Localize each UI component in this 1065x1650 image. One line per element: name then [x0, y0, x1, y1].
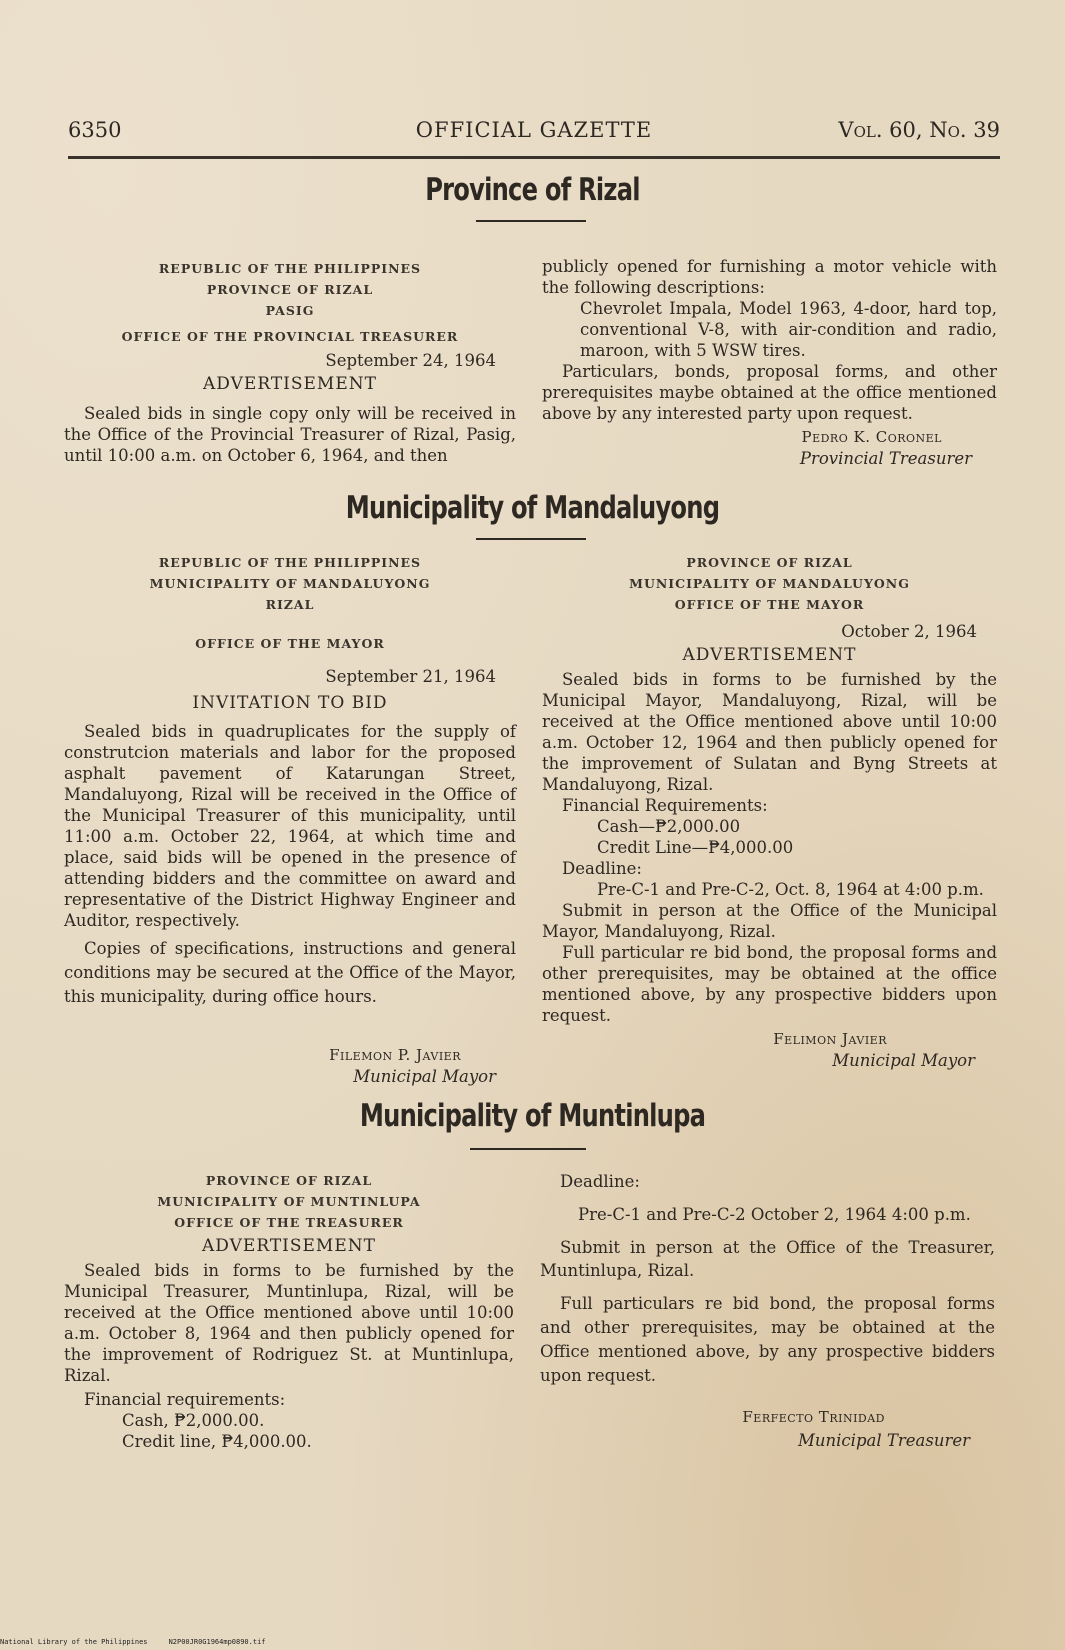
muntinlupa-body-1: Sealed bids in forms to be furnished by the Municipal Treasurer, Muntinlupa, Rizal, will be received at the Office mentioned above until 10:00 a.m. October 8, 1964 and then publicly opened for the improvement of Rodriguez St. at Muntinlupa, Rizal.: [64, 1261, 514, 1385]
mandaluyong-left-header: [64, 552, 516, 654]
header-line: RIZAL: [265, 597, 315, 612]
rizal-body-1: Sealed bids in single copy only will be received in the Office of the Provincial Treasurer of Rizal, Pasig, until 10:00 a.m. on October 6, 1964, and then: [64, 404, 516, 465]
mandaluyong-left-body-2: Copies of specifications, instructions and general conditions may be secured at the Office of the Mayor, this municipality, during office hours.: [64, 939, 516, 1006]
deadline-text: Pre-C-1 and Pre-C-2, Oct. 8, 1964 at 4:00 p.m.: [597, 880, 984, 899]
fin-label: Financial Requirements:: [562, 796, 768, 815]
mandaluyong-left-date: September 21, 1964: [325, 667, 496, 686]
scan-footer: National Library of the Philippines N2P00JR0G1964mp0890.tif: [0, 1638, 266, 1646]
rizal-body-2: publicly opened for furnishing a motor vehicle with the following descriptions:: [542, 257, 997, 297]
header-rule: [68, 156, 1000, 159]
mandaluyong-right-column: [542, 552, 997, 1071]
publication-title: OFFICIAL GAZETTE: [415, 118, 653, 142]
mandaluyong-right-header: [542, 552, 997, 615]
mandaluyong-right-body-2: Submit in person at the Office of the Municipal Mayor, Mandaluyong, Rizal.: [542, 901, 997, 941]
header-line: MUNICIPALITY OF MUNTINLUPA: [157, 1194, 421, 1209]
header-line: OFFICE OF THE PROVINCIAL TREASURER: [121, 329, 459, 344]
rizal-signatory-title: Provincial Treasurer: [799, 449, 972, 468]
section-rule: [476, 538, 586, 540]
fin-label: Financial requirements:: [84, 1390, 286, 1409]
muntinlupa-left-column: [64, 1170, 514, 1452]
running-head: [68, 118, 1000, 150]
muntinlupa-right-column: [540, 1170, 995, 1452]
section-title-muntinlupa: Municipality of Muntinlupa: [359, 1098, 706, 1134]
rizal-header: [64, 258, 516, 347]
mandaluyong-left-signatory-title: Municipal Mayor: [353, 1067, 496, 1086]
mandaluyong-right-body-1: Sealed bids in forms to be furnished by the Municipal Mayor, Mandaluyong, Rizal, will be received at the Office mentioned above until 10:00 a.m. October 12, 1964 and then publicly opened for the improvement of Sulatan and Byng Streets at Mandaluyong, Rizal.: [542, 670, 997, 794]
header-line: PROVINCE OF RIZAL: [686, 555, 853, 570]
muntinlupa-body-3: Full particulars re bid bond, the proposal forms and other prerequisites, may be obtained at the Office mentioned above, by any prospective bidders upon request.: [540, 1294, 995, 1385]
section-title-mandaluyong: Municipality of Mandaluyong: [345, 490, 720, 526]
header-line: OFFICE OF THE MAYOR: [674, 597, 865, 612]
rizal-body-3: Particulars, bonds, proposal forms, and other prerequisites maybe obtained at the office mentioned above by any interested party upon request.: [542, 362, 997, 423]
rizal-signatory: Pedro K. Coronel: [801, 428, 942, 446]
mandaluyong-right-signatory: Felimon Javier: [773, 1030, 887, 1048]
fin-cash: Cash—₱2,000.00: [597, 817, 741, 836]
page-number: 6350: [68, 118, 122, 142]
fin-credit: Credit Line—₱4,000.00: [597, 838, 794, 857]
header-line: OFFICE OF THE TREASURER: [174, 1215, 404, 1230]
header-line: PROVINCE OF RIZAL: [205, 1173, 373, 1188]
mandaluyong-right-caption: ADVERTISEMENT: [682, 645, 857, 665]
deadline-label: Deadline:: [562, 859, 642, 878]
section-rule: [476, 220, 586, 222]
deadline-label: Deadline:: [560, 1172, 640, 1191]
deadline-text: Pre-C-1 and Pre-C-2 October 2, 1964 4:00 p.m.: [578, 1205, 971, 1224]
mandaluyong-left-signatory: Filemon P. Javier: [329, 1046, 461, 1064]
fin-cash: Cash, ₱2,000.00.: [122, 1411, 265, 1430]
muntinlupa-caption: ADVERTISEMENT: [202, 1236, 376, 1256]
section-title-rizal: Province of Rizal: [425, 172, 640, 208]
section-rule: [470, 1148, 586, 1150]
header-line: PROVINCE OF RIZAL: [206, 282, 374, 297]
muntinlupa-signatory: Ferfecto Trinidad: [742, 1408, 885, 1426]
mandaluyong-left-column: [64, 552, 516, 1087]
muntinlupa-header: [64, 1170, 514, 1233]
header-line: PASIG: [265, 303, 315, 318]
muntinlupa-body-2: Submit in person at the Office of the Treasurer, Muntinlupa, Rizal.: [540, 1238, 995, 1280]
mandaluyong-left-caption: INVITATION TO BID: [192, 693, 388, 713]
muntinlupa-signatory-title: Municipal Treasurer: [798, 1431, 970, 1450]
fin-credit: Credit line, ₱4,000.00.: [122, 1432, 312, 1451]
mandaluyong-left-body-1: Sealed bids in quadruplicates for the supply of construtcion materials and labor for the proposed asphalt pavement of Katarungan Street, Mandaluyong, Rizal will be received in the Office of the Municipal Treasurer of this municipality, until 11:00 a.m. October 22, 1964, at which time and place, said bids will be opened in the presence of attending bidders and the committee on award and representative of the District Highway Engineer and Auditor, respectively.: [64, 722, 516, 930]
rizal-left-column: [64, 258, 516, 466]
mandaluyong-right-body-3: Full particular re bid bond, the proposal forms and other prerequisites, may be obtained at the office mentioned above, by any prospective bidders upon request.: [542, 943, 997, 1025]
volume-number: Vol. 60, No. 39: [838, 118, 1000, 142]
mandaluyong-right-date: October 2, 1964: [841, 622, 977, 641]
mandaluyong-right-signatory-title: Municipal Mayor: [832, 1051, 975, 1070]
rizal-right-column: [542, 256, 997, 469]
header-line: REPUBLIC OF THE PHILIPPINES: [158, 555, 422, 570]
header-line: MUNICIPALITY OF MANDALUYONG: [149, 576, 431, 591]
rizal-date: September 24, 1964: [325, 351, 496, 370]
header-line: REPUBLIC OF THE PHILIPPINES: [158, 261, 422, 276]
header-line: OFFICE OF THE MAYOR: [195, 636, 385, 651]
rizal-caption: ADVERTISEMENT: [203, 374, 377, 394]
header-line: MUNICIPALITY OF MANDALUYONG: [629, 576, 910, 591]
rizal-vehicle: Chevrolet Impala, Model 1963, 4-door, hard top, conventional V-8, with air-condition and radio, maroon, with 5 WSW tires.: [580, 299, 997, 360]
